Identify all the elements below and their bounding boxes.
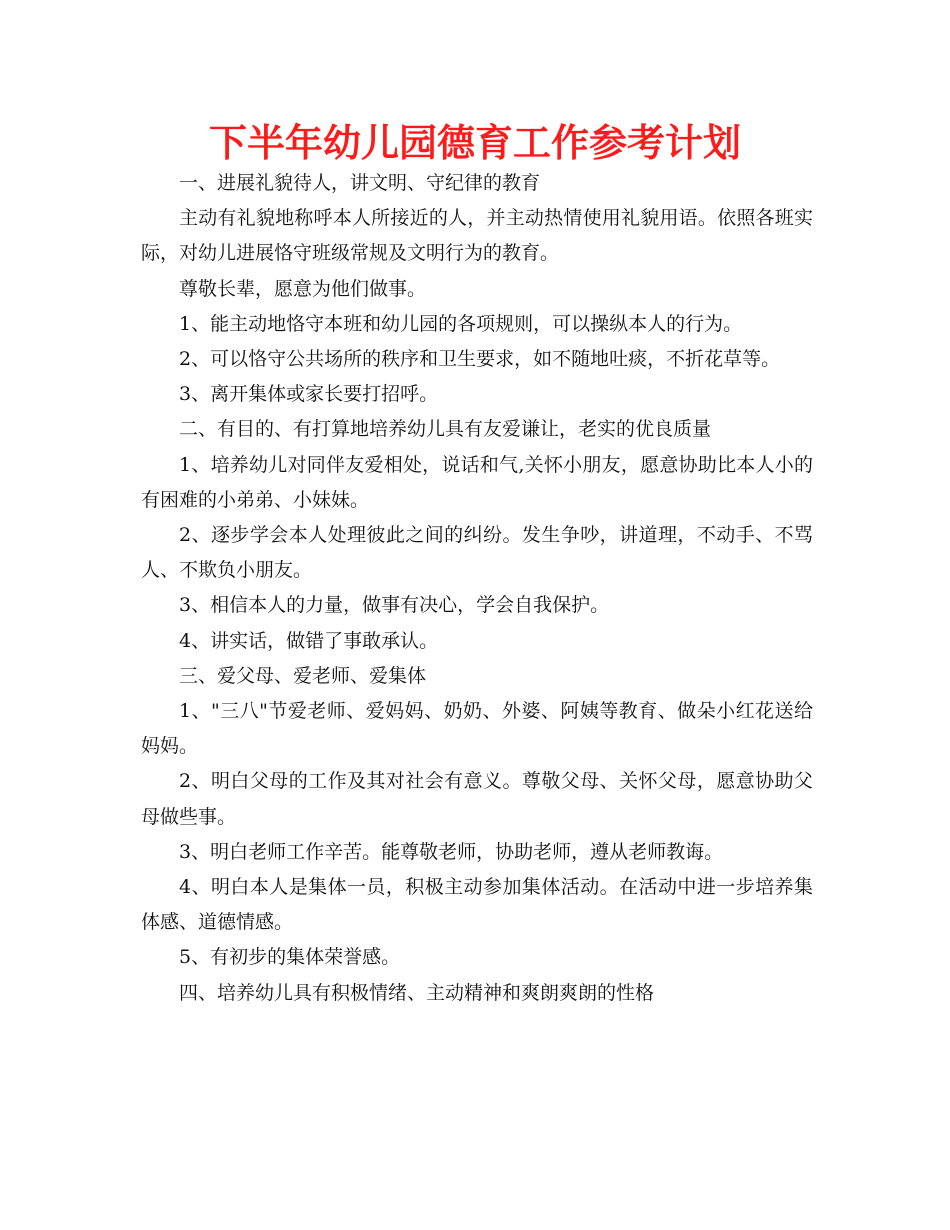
paragraph: 3、相信本人的力量，做事有决心，学会自我保护。 [179,594,610,617]
paragraph: 四、培养幼儿具有积极情绪、主动精神和爽朗爽朗的性格 [179,981,655,1004]
document-title: 下半年幼儿园德育工作参考计划 [208,121,741,165]
paragraph: 2、明白父母的工作及其对社会有意义。尊敬父母、关怀父母，愿意协助父母做些事。 [141,770,813,828]
paragraph: 一、进展礼貌待人，讲文明、守纪律的教育 [179,172,541,194]
paragraph: 5、有初步的集体荣誉感。 [179,946,401,969]
paragraph: 4、明白本人是集体一员，积极主动参加集体活动。在活动中进一步培养集体感、道德情感。 [141,876,813,934]
paragraph: 三、爱父母、爱老师、爱集体 [179,664,427,687]
paragraph: 1、培养幼儿对同伴友爱相处，说话和气,关怀小朋友，愿意协助比本人小的有困难的小弟弟、小妹妹。 [141,453,813,511]
paragraph: 二、有目的、有打算地培养幼儿具有友爱谦让，老实的优良质量 [179,418,712,441]
document-body [141,166,813,1011]
paragraph: 2、可以恪守公共场所的秩序和卫生要求，如不随地吐痰，不折花草等。 [179,348,781,371]
paragraph: 3、离开集体或家长要打招呼。 [179,383,439,406]
paragraph: 2、逐步学会本人处理彼此之间的纠纷。发生争吵，讲道理，不动手、不骂人、不欺负小朋友。 [141,524,813,582]
paragraph: 1、"三八"节爱老师、爱妈妈、奶奶、外婆、阿姨等教育、做朵小红花送给妈妈。 [141,700,813,758]
paragraph: 4、讲实话，做错了事敢承认。 [179,629,439,652]
paragraph: 尊敬长辈，愿意为他们做事。 [179,277,427,300]
paragraph: 3、明白老师工作辛苦。能尊敬老师，协助老师，遵从老师教诲。 [179,840,724,863]
paragraph: 1、能主动地恪守本班和幼儿园的各项规则，可以操纵本人的行为。 [179,312,743,335]
paragraph: 主动有礼貌地称呼本人所接近的人，并主动热情使用礼貌用语。依照各班实际，对幼儿进展恪守班级常规及文明行为的教育。 [141,207,813,265]
